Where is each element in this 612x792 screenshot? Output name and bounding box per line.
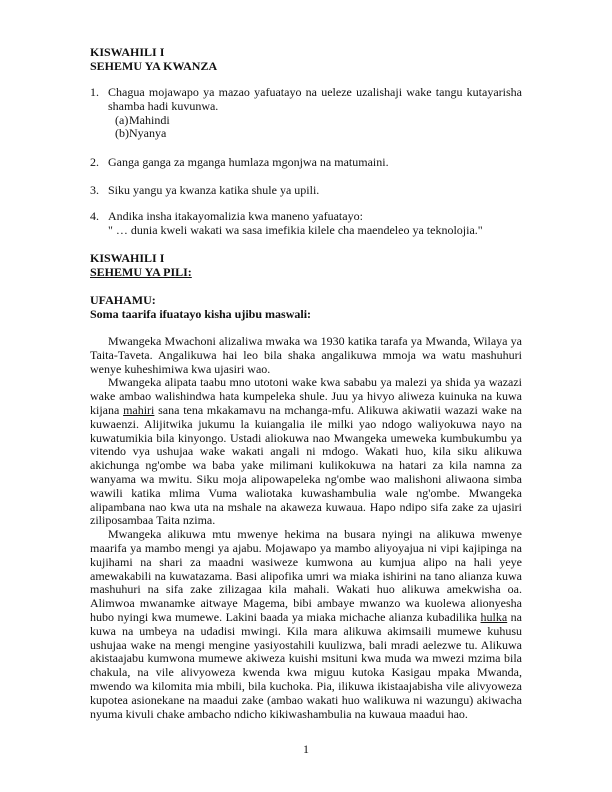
passage-line: nyuma kivuli chake ambacho ndicho kikiwashambulia na kuwaua maadui hao. xyxy=(90,706,468,721)
passage-paragraph xyxy=(90,528,522,721)
question-text-line: Andika insha itakayomalizia kwa maneno yafuatayo: xyxy=(108,209,363,223)
passage-line: kupotea asionekane na maadui zake (ambao wakati huo walikuwa ni wazungu) akiwacha xyxy=(90,692,522,707)
section-title: UFAHAMU: xyxy=(90,293,156,307)
question-text-line: Chagua mojawapo ya mazao yafuatayo na ueleze uzalishaji wake tangu kutayarisha xyxy=(108,85,522,99)
question-number: 2. xyxy=(90,155,99,169)
question-2 xyxy=(90,156,522,170)
comprehension-header xyxy=(90,294,522,322)
passage-line: Taita-Taveta. Angalikuwa hai leo bila shaka angalikuwa mmoja wa watu mashuhuri xyxy=(90,347,522,362)
passage-line: kuwa na umbeya na udadisi mwingi. Kila mara alikuwa akimsaili mumewe kuhusu xyxy=(90,623,522,638)
part1-subtitle: SEHEMU YA KWANZA xyxy=(90,58,218,73)
passage-line: Mwangeka Mwachoni alizaliwa mwaka wa 1930 katika tarafa ya Mwanda, Wilaya ya xyxy=(108,334,522,348)
option-b xyxy=(90,127,522,141)
passage-line: vitendo vya ushujaa wake wakati angali ni mdogo. Wakati huo, kila siku alikuwa xyxy=(90,444,522,459)
passage xyxy=(90,335,522,721)
instruction: Soma taarifa ifuatayo kisha ujibu maswali: xyxy=(90,306,312,321)
passage-line: kujihami na shari za maadni wasiweze kumwona au kumjua alipo na hali yeye xyxy=(90,554,522,569)
passage-line: maarifa ya mambo mengi ya ajabu. Mojawapo ya mambo aliyoyajua ni vipi kajipinga na xyxy=(90,540,522,555)
question-3 xyxy=(90,184,522,198)
passage-paragraph xyxy=(90,335,522,376)
question-text-line: shamba hadi kuvunwa. xyxy=(108,98,219,113)
part1-header xyxy=(90,46,522,74)
underlined-word: hulka xyxy=(480,609,508,624)
part2-header xyxy=(90,252,522,280)
passage-line: wake ambao walishindwa hata kumpeleka shule. Juu ya hivyo aliweza kuinuka na kuwa xyxy=(90,389,522,404)
passage-paragraph xyxy=(90,376,522,528)
passage-line: Mwangeka alipata taabu mno utotoni wake kwa sababu ya malezi ya shida ya wazazi xyxy=(108,375,522,390)
question-text-line: Siku yangu ya kwanza katika shule ya upili. xyxy=(108,183,320,197)
question-number: 3. xyxy=(90,183,99,197)
passage-line: ziliposambaa Taita nzima. xyxy=(90,513,216,528)
question-4 xyxy=(90,210,522,238)
passage-line: alipambana nao kwa uta na mshale na akaweza kuwaua. Hapo ndipo sifa zake za ujasiri xyxy=(90,499,522,514)
question-text-line: Ganga ganga za mganga humlaza mgonjwa na matumaini. xyxy=(108,155,389,169)
passage-line: wawili katika mlima Vuma waliotaka kuwashambulia wale ng'ombe. Mwangeka xyxy=(90,485,522,500)
passage-line: kijana mahiri sana tena mkakamavu na mchanga-mfu. Alikuwa akiwatii wazazi wake na xyxy=(90,402,522,417)
page-number: 1 xyxy=(303,742,309,756)
passage-line: mashuhuri na sifa zake zilizagaa kila mahali. Wakati huo alikuwa amekwisha oa. xyxy=(90,582,522,597)
passage-line: wanyama wa mwitu. Siku moja alipowapeleka ng'ombe wao malishoni aliwaona simba xyxy=(90,471,522,486)
passage-line: ushujaa wake na mengi mengine yasiyostahili kuulizwa, bali mradi aelezwe tu. Alikuwa xyxy=(90,637,522,652)
underlined-word: mahiri xyxy=(123,402,155,417)
option-text: Nyanya xyxy=(129,126,167,141)
part1-title: KISWAHILI I xyxy=(90,45,165,59)
passage-line: akichunga ng'ombe wa baba yake milimani kulikokuwa na hatari za kila namna za xyxy=(90,458,522,473)
passage-line: kuwaenzi. Alijitwika jukumu la kuiangalia ile milki yao ndogo waliyokuwa nayo na xyxy=(90,416,522,431)
passage-line: kuwatumikia bila kinyongo. Ustadi aliokuwa nao Mwangeka umeweka kumbukumbu ya xyxy=(90,430,522,445)
option-text: Mahindi xyxy=(129,112,170,127)
passage-line: mwendo wa kilomita mia mbili, bila kuchoka. Pia, ilikuwa ikistaajabisha vile alivyoweza xyxy=(90,678,522,693)
passage-line: wenye kuheshimiwa kwa ujasiri wao. xyxy=(90,361,271,376)
option-label: (b) xyxy=(115,126,129,141)
passage-line: Mwangeka alikuwa mtu mwenye hekima na busara nyingi na alikuwa mwenye xyxy=(108,527,522,542)
option-a xyxy=(90,114,522,128)
question-text-line: " … dunia kweli wakati wa sasa imefikia kilele cha maendeleo ya teknolojia." xyxy=(108,222,483,237)
part2-subtitle: SEHEMU YA PILI: xyxy=(90,264,192,279)
question-number: 4. xyxy=(90,209,99,223)
question-1 xyxy=(90,86,522,141)
part2-title: KISWAHILI I xyxy=(90,251,165,265)
passage-line: akistaajabu kumwona mumewe akiweza kuishi msituni kwa muda wa mwezi mzima bila xyxy=(90,651,522,666)
option-label: (a) xyxy=(115,112,129,127)
question-number: 1. xyxy=(90,85,99,99)
passage-line: chakula, na vile alivyoweza kwenda kwa miguu kutoka Kasigau mpaka Mwanda, xyxy=(90,665,522,680)
passage-line: amewakabili na kuwatazama. Basi alipofika umri wa miaka ishirini na tano alianza kuwa xyxy=(90,568,522,583)
passage-line: hubo nyingi kwa mumewe. Lakini baada ya miaka michache alianza kubadilika hulka na xyxy=(90,609,522,624)
passage-line: Alimwoa mwanamke aitwaye Magema, bibi ambaye mwanzo wa kuolewa alionyesha xyxy=(90,596,522,611)
